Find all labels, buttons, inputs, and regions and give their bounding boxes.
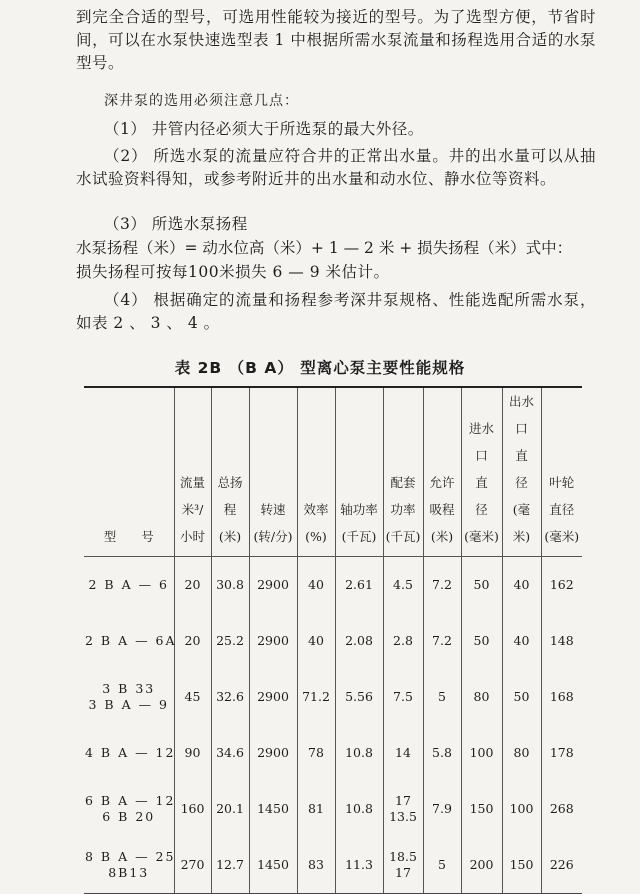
pump-spec-table xyxy=(84,386,582,894)
header-line: (毫米) xyxy=(512,502,531,544)
header-line: 出水口 xyxy=(508,394,534,436)
cell-line: 7.5 xyxy=(393,689,413,704)
cell-motor-power xyxy=(383,613,423,669)
cell-line: 8B13 xyxy=(108,865,150,880)
header-line: 米³/ xyxy=(181,502,204,517)
cell-suction-lift: 7.9 xyxy=(423,781,461,837)
cell-suction-lift: 5.8 xyxy=(423,725,461,781)
cell-motor-power xyxy=(383,557,423,614)
cell-line: 17 xyxy=(395,865,411,880)
cell-suction-lift: 7.2 xyxy=(423,613,461,669)
header-line: 进水口 xyxy=(468,421,494,463)
header-line: 型 号 xyxy=(103,529,154,544)
cell-line: 17 xyxy=(395,793,411,808)
cell-inlet-diameter: 50 xyxy=(461,557,502,614)
cell-impeller-diameter: 178 xyxy=(541,725,582,781)
cell-shaft-power: 2.61 xyxy=(335,557,383,614)
table-row xyxy=(84,557,582,614)
loss-note: 损失扬程可按每100米损失 6 — 9 米估计。 xyxy=(76,263,390,281)
cell-efficiency: 81 xyxy=(297,781,335,837)
header-line: (米) xyxy=(430,529,454,544)
cell-head: 34.6 xyxy=(211,725,249,781)
cell-flow: 45 xyxy=(174,669,211,725)
header-line: 直 径 xyxy=(515,448,541,490)
cell-line: 2 B A — 6 xyxy=(88,577,169,592)
column-header-motor-power xyxy=(383,387,423,557)
cell-motor-power xyxy=(383,725,423,781)
cell-line: 3 B A — 9 xyxy=(88,697,169,712)
cell-suction-lift: 5 xyxy=(423,837,461,894)
table-header-row xyxy=(84,387,582,557)
table-title: 表 2B （B A） 型离心泵主要性能规格 xyxy=(174,359,466,377)
table-row xyxy=(84,837,582,894)
cell-inlet-diameter: 100 xyxy=(461,725,502,781)
cell-outlet-diameter: 150 xyxy=(502,837,541,894)
header-line: 吸程 xyxy=(429,502,455,517)
header-line: (千瓦) xyxy=(385,529,421,544)
header-line: (转/分) xyxy=(253,529,293,544)
cell-outlet-diameter: 80 xyxy=(502,725,541,781)
header-line: 直 径 xyxy=(475,475,501,517)
cell-head: 32.6 xyxy=(211,669,249,725)
column-header-head xyxy=(211,387,249,557)
cell-shaft-power: 10.8 xyxy=(335,781,383,837)
cell-speed: 1450 xyxy=(249,837,297,894)
header-line: 小时 xyxy=(179,529,205,544)
cell-model xyxy=(84,837,174,894)
column-header-inlet-diameter xyxy=(461,387,502,557)
note-item-1: （1） 井管内径必须大于所选泵的最大外径。 xyxy=(104,120,424,138)
cell-line: 13.5 xyxy=(389,809,417,824)
header-line: (千瓦) xyxy=(341,529,377,544)
cell-model xyxy=(84,613,177,669)
cell-flow: 160 xyxy=(174,781,211,837)
cell-model xyxy=(84,781,174,837)
cell-efficiency: 40 xyxy=(297,557,335,614)
table-row xyxy=(84,669,582,725)
note-item-4: （4） 根据确定的流量和扬程参考深井泵规格、性能选配所需水泵，如表 2 、 3 、 4 。 xyxy=(76,291,596,332)
note-item-3: （3） 所选水泵扬程 xyxy=(104,215,248,233)
cell-impeller-diameter: 226 xyxy=(541,837,582,894)
cell-inlet-diameter: 200 xyxy=(461,837,502,894)
cell-line: 3 B 33 xyxy=(102,681,156,696)
header-line: 配套 xyxy=(390,475,416,490)
cell-efficiency: 78 xyxy=(297,725,335,781)
cell-shaft-power: 2.08 xyxy=(335,613,383,669)
table-row xyxy=(84,781,582,837)
header-line: 允许 xyxy=(429,475,455,490)
cell-shaft-power: 10.8 xyxy=(335,725,383,781)
column-header-outlet-diameter xyxy=(502,387,541,557)
cell-outlet-diameter: 40 xyxy=(502,557,541,614)
cell-line: 6 B 20 xyxy=(102,809,156,824)
table-row xyxy=(84,725,582,781)
header-line: 总扬 xyxy=(217,475,243,490)
cell-line: 4 B A — 12 xyxy=(85,745,176,760)
header-line: 轴功率 xyxy=(340,502,378,517)
cell-head: 30.8 xyxy=(211,557,249,614)
cell-head: 20.1 xyxy=(211,781,249,837)
cell-line: 4.5 xyxy=(393,577,413,592)
cell-line: 2 B A — 6A xyxy=(85,633,177,648)
cell-outlet-diameter: 100 xyxy=(502,781,541,837)
cell-motor-power xyxy=(383,669,423,725)
cell-flow: 20 xyxy=(174,613,211,669)
cell-flow: 270 xyxy=(174,837,211,894)
cell-outlet-diameter: 40 xyxy=(502,613,541,669)
cell-line: 2.8 xyxy=(393,633,413,648)
cell-head: 25.2 xyxy=(211,613,249,669)
cell-motor-power xyxy=(383,837,423,894)
cell-speed: 1450 xyxy=(249,781,297,837)
column-header-model xyxy=(84,387,174,557)
cell-model xyxy=(84,725,174,781)
cell-outlet-diameter: 50 xyxy=(502,669,541,725)
cell-suction-lift: 7.2 xyxy=(423,557,461,614)
header-line: 叶轮 xyxy=(549,475,575,490)
header-line: (%) xyxy=(305,529,327,544)
cell-impeller-diameter: 168 xyxy=(541,669,582,725)
cell-head: 12.7 xyxy=(211,837,249,894)
column-header-impeller-diameter xyxy=(541,387,582,557)
header-line: (米) xyxy=(218,529,242,544)
cell-suction-lift: 5 xyxy=(423,669,461,725)
cell-model xyxy=(84,557,174,614)
cell-efficiency: 71.2 xyxy=(297,669,335,725)
cell-speed: 2900 xyxy=(249,725,297,781)
header-line: 效率 xyxy=(303,502,329,517)
cell-inlet-diameter: 80 xyxy=(461,669,502,725)
column-header-flow xyxy=(174,387,211,557)
cell-efficiency: 83 xyxy=(297,837,335,894)
header-line: (毫米) xyxy=(464,529,499,544)
note-item-2: （2） 所选水泵的流量应符合井的正常出水量。井的出水量可以从抽水试验资料得知，或参考附近井的出水量和动水位、静水位等资料。 xyxy=(76,147,596,188)
header-line: 流量 xyxy=(179,475,205,490)
cell-impeller-diameter: 268 xyxy=(541,781,582,837)
cell-motor-power xyxy=(383,781,423,837)
cell-shaft-power: 5.56 xyxy=(335,669,383,725)
cell-shaft-power: 11.3 xyxy=(335,837,383,894)
cell-impeller-diameter: 162 xyxy=(541,557,582,614)
header-line: 转速 xyxy=(260,502,286,517)
cell-flow: 90 xyxy=(174,725,211,781)
intro-paragraph: 到完全合适的型号，可选用性能较为接近的型号。为了选型方便，节省时间，可以在水泵快速选型表 1 中根据所需水泵流量和扬程选用合适的水泵型号。 xyxy=(76,8,596,72)
cell-speed: 2900 xyxy=(249,557,297,614)
section-heading: 深井泵的选用必须注意几点： xyxy=(104,93,299,109)
cell-flow: 20 xyxy=(174,557,211,614)
column-header-shaft-power xyxy=(335,387,383,557)
cell-line: 14 xyxy=(395,745,411,760)
column-header-speed xyxy=(249,387,297,557)
table-row xyxy=(84,613,582,669)
header-line: 程 xyxy=(223,502,237,517)
column-header-suction-lift xyxy=(423,387,461,557)
cell-line: 6 B A — 12 xyxy=(85,793,176,808)
formula-line: 水泵扬程（米）= 动水位高（米）+ 1 — 2 米 + 损失扬程（米）式中： xyxy=(76,239,573,257)
cell-impeller-diameter: 148 xyxy=(541,613,582,669)
cell-model xyxy=(84,669,174,725)
header-line: 直径 xyxy=(549,502,575,517)
cell-efficiency: 40 xyxy=(297,613,335,669)
cell-inlet-diameter: 150 xyxy=(461,781,502,837)
cell-speed: 2900 xyxy=(249,669,297,725)
column-header-efficiency xyxy=(297,387,335,557)
cell-line: 8 B A — 25 xyxy=(85,849,176,864)
cell-speed: 2900 xyxy=(249,613,297,669)
header-line: (毫米) xyxy=(544,529,580,544)
cell-inlet-diameter: 50 xyxy=(461,613,502,669)
cell-line: 18.5 xyxy=(389,849,417,864)
header-line: 功率 xyxy=(390,502,416,517)
